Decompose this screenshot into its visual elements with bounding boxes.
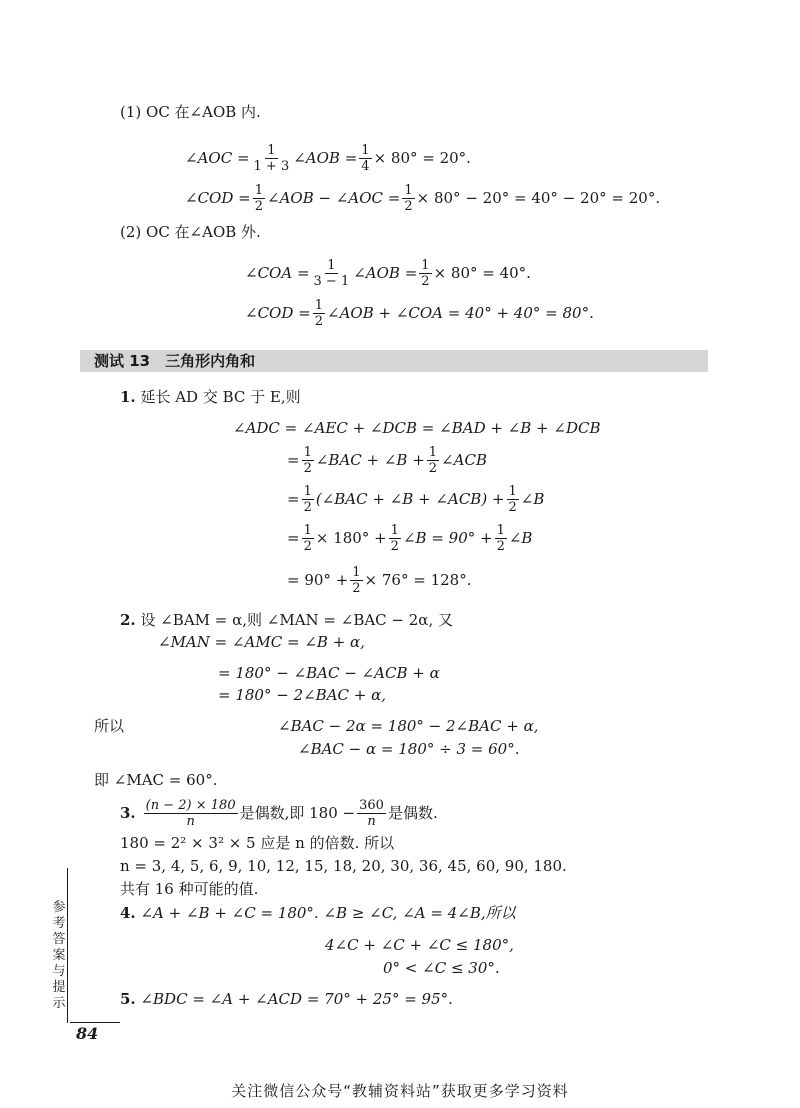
q2-line-2: ∠MAN = ∠AMC = ∠B + α,	[158, 633, 365, 651]
fraction: $\frac{1}{3 - 1}$	[313, 257, 350, 289]
q1-line-4: = $\frac{1}{2}$ × 180° + $\frac{1}{2}$ ∠B = 90° + $\frac{1}{2}$ ∠B	[287, 522, 533, 554]
fraction: $\frac{1}{2}$	[428, 444, 438, 476]
q4-line-1: 4. ∠A + ∠B + ∠C = 180°. ∠B ≥ ∠C, ∠A = 4∠B,所以	[120, 904, 516, 922]
page-number: 84	[70, 1022, 116, 1045]
q1-intro: 1. 延长 AD 交 BC 于 E,则	[120, 388, 301, 406]
fraction: $\frac{1}{2}$	[303, 522, 312, 554]
fraction: $\frac{1}{2}$	[390, 522, 399, 554]
fraction: $\frac{1}{1 + 3}$	[253, 142, 290, 174]
footer-note: 关注微信公众号“教辅资料站”获取更多学习资料	[231, 1082, 569, 1100]
q1-line-5: = 90° + $\frac{1}{2}$ × 76° = 128°.	[287, 564, 472, 596]
q3-line-2: 180 = 2² × 3² × 5 应是 n 的倍数. 所以	[120, 834, 395, 852]
equation-cod-2: ∠COD = $\frac{1}{2}$ ∠AOB + ∠COA = 40° + 40° = 80°.	[245, 297, 594, 329]
equation-aoc: ∠AOC = $\frac{1}{1 + 3}$ ∠AOB = $\frac{1}{4}$ × 80° = 20°.	[185, 142, 471, 174]
fraction: $\frac{1}{2}$	[303, 483, 312, 515]
q1-line-3: = $\frac{1}{2}$ (∠BAC + ∠B + ∠ACB) + $\frac{1}{2}$ ∠B	[287, 483, 545, 515]
fraction: $\frac{1}{2}$	[352, 564, 361, 596]
fraction: $\frac{360}{n}$	[359, 797, 384, 829]
case-2-heading: (2) OC 在∠AOB 外.	[120, 223, 261, 241]
side-rule	[67, 868, 68, 1023]
fraction: $\frac{1}{2}$	[314, 297, 323, 329]
q2-conclusion: 即 ∠MAC = 60°.	[94, 771, 218, 789]
equation-cod-1: ∠COD = $\frac{1}{2}$ ∠AOB − ∠AOC = $\frac{1}{2}$ × 80° − 20° = 40° − 20° = 20°.	[185, 182, 661, 214]
fraction: $\frac{1}{2}$	[254, 182, 263, 214]
q4-line-3: 0° < ∠C ≤ 30°.	[383, 959, 500, 977]
q2-line-6: ∠BAC − α = 180° ÷ 3 = 60°.	[298, 740, 520, 758]
q2-line-3: = 180° − ∠BAC − ∠ACB + α	[218, 664, 440, 682]
fraction: $\frac{(n - 2) \times 180}{n}$	[145, 797, 236, 829]
q2-line-1: 2. 设 ∠BAM = α,则 ∠MAN = ∠BAC − 2α, 又	[120, 611, 453, 629]
section-header: 测试 13 三角形内角和	[80, 350, 708, 372]
q2-line-5: ∠BAC − 2α = 180° − 2∠BAC + α,	[278, 717, 539, 735]
q3-line-3: n = 3, 4, 5, 6, 9, 10, 12, 15, 18, 20, 30, 36, 45, 60, 90, 180.	[120, 857, 567, 875]
fraction: $\frac{1}{2}$	[404, 182, 413, 214]
fraction: $\frac{1}{4}$	[361, 142, 370, 174]
fraction: $\frac{1}{2}$	[421, 257, 430, 289]
q3-line-1: 3. $\frac{(n - 2) \times 180}{n}$ 是偶数,即 180 − $\frac{360}{n}$ 是偶数.	[120, 797, 438, 829]
case-1-heading: (1) OC 在∠AOB 内.	[120, 103, 261, 121]
q1-line-1: ∠ADC = ∠AEC + ∠DCB = ∠BAD + ∠B + ∠DCB	[233, 419, 601, 437]
q4-line-2: 4∠C + ∠C + ∠C ≤ 180°,	[325, 936, 514, 954]
q1-line-2: = $\frac{1}{2}$ ∠BAC + ∠B + $\frac{1}{2}$ ∠ACB	[287, 444, 487, 476]
fraction: $\frac{1}{2}$	[508, 483, 517, 515]
side-label: 参考答案与提示	[52, 900, 66, 1011]
q3-line-4: 共有 16 种可能的值.	[120, 880, 259, 898]
q5-line-1: 5. ∠BDC = ∠A + ∠ACD = 70° + 25° = 95°.	[120, 990, 453, 1008]
q2-so: 所以	[94, 717, 125, 735]
equation-coa: ∠COA = $\frac{1}{3 - 1}$ ∠AOB = $\frac{1}{2}$ × 80° = 40°.	[245, 257, 531, 289]
fraction: $\frac{1}{2}$	[303, 444, 312, 476]
q2-line-4: = 180° − 2∠BAC + α,	[218, 686, 387, 704]
fraction: $\frac{1}{2}$	[496, 522, 505, 554]
